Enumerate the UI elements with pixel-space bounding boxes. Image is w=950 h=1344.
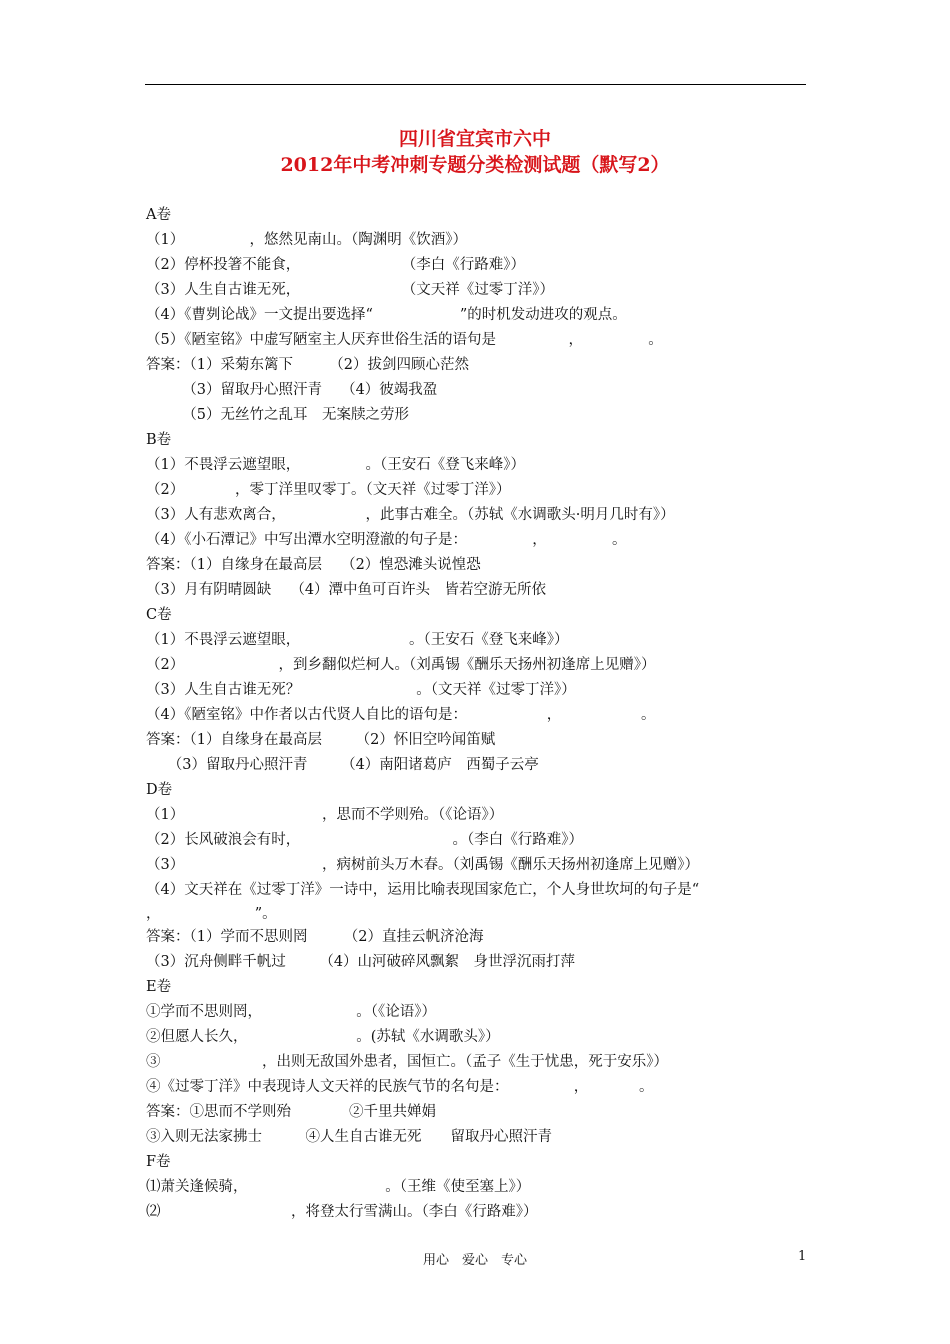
- section-heading-e: E卷: [146, 979, 172, 995]
- question-line: ②但愿人长久， 。(苏轼《水调歌头》）: [146, 1029, 500, 1045]
- answer-line: （3）留取丹心照汗青 （4）彼竭我盈: [146, 382, 438, 398]
- section-heading-c: C卷: [146, 607, 172, 623]
- question-line: ③ ，出则无敌国外患者，国恒亡。（孟子《生于忧患，死于安乐》）: [146, 1054, 668, 1070]
- footer-motto: 用心 爱心 专心: [422, 1253, 527, 1268]
- question-line-continued: ， ”。: [146, 906, 277, 922]
- answer-line: （3）留取丹心照汗青 （4）南阳诸葛庐 西蜀子云亭: [146, 757, 539, 773]
- section-heading-d: D卷: [146, 782, 173, 798]
- answer-line: 答案：（1）自缘身在最高层 （2）惶恐滩头说惶恐: [146, 557, 481, 573]
- answer-line: 答案：（1）学而不思则罔 （2）直挂云帆济沧海: [146, 929, 484, 945]
- question-line: （2） ，到乡翻似烂柯人。（刘禹锡《酬乐天扬州初逢席上见赠》）: [146, 657, 656, 673]
- question-line: （3）人有悲欢离合， ，此事古难全。（苏轼《水调歌头·明月几时有》）: [146, 507, 675, 523]
- answer-line: （3）月有阴晴圆缺 （4）潭中鱼可百许头 皆若空游无所依: [146, 582, 547, 598]
- question-line: （5）《陋室铭》中虚写陋室主人厌弃世俗生活的语句是 ， 。: [146, 332, 663, 348]
- page-title-exam: 2012年中考冲刺专题分类检测试题（默写2）: [280, 154, 670, 176]
- answer-line: （5）无丝竹之乱耳 无案牍之劳形: [146, 407, 409, 423]
- question-line: ④《过零丁洋》中表现诗人文天祥的民族气节的名句是： ， 。: [146, 1079, 654, 1095]
- question-line: （3） ，病树前头万木春。（刘禹锡《酬乐天扬州初逢席上见赠》）: [146, 857, 699, 873]
- question-line: （3）人生自古谁无死， （文天祥《过零丁洋》）: [146, 282, 554, 298]
- question-line: ①学而不思则罔， 。（《论语》）: [146, 1004, 436, 1020]
- question-line: （1） ，悠然见南山。（陶渊明《饮酒》）: [146, 232, 467, 248]
- question-line: （4）文天祥在《过零丁洋》一诗中，运用比喻表现国家危亡，个人身世坎坷的句子是“: [146, 882, 700, 898]
- question-line: （4）《小石潭记》中写出潭水空明澄澈的句子是： ， 。: [146, 532, 627, 548]
- section-heading-a: A卷: [146, 207, 171, 223]
- question-line: （1）不畏浮云遮望眼， 。（王安石《登飞来峰》）: [146, 457, 525, 473]
- question-line: （1）不畏浮云遮望眼， 。（王安石《登飞来峰》）: [146, 632, 569, 648]
- question-line: （4）《陋室铭》中作者以古代贤人自比的语句是： ， 。: [146, 707, 656, 723]
- question-line: （1） ，思而不学则殆。（《论语》）: [146, 807, 504, 823]
- question-line: ⑵ ，将登太行雪满山。（李白《行路难》）: [146, 1204, 538, 1220]
- question-line: （3）人生自古谁无死？ 。（文天祥《过零丁洋》）: [146, 682, 576, 698]
- answer-line: 答案：①思而不学则殆 ②千里共婵娟: [146, 1104, 436, 1120]
- document-body: [146, 203, 814, 1225]
- header-rule: [145, 84, 806, 85]
- question-line: ⑴萧关逢候骑， 。（王维《使至塞上》）: [146, 1179, 531, 1195]
- question-line: （2）停杯投箸不能食， （李白《行路难》）: [146, 257, 525, 273]
- question-line: （2）长风破浪会有时， 。（李白《行路难》）: [146, 832, 583, 848]
- section-heading-f: F卷: [146, 1154, 171, 1170]
- answer-line: （3）沉舟侧畔千帆过 （4）山河破碎风飘絮 身世浮沉雨打萍: [146, 954, 576, 970]
- question-line: （2） ，零丁洋里叹零丁。（文天祥《过零丁洋》）: [146, 482, 511, 498]
- answer-line: 答案：（1）采菊东篱下 （2）拔剑四顾心茫然: [146, 357, 469, 373]
- page-number: 1: [798, 1249, 807, 1264]
- question-line: （4）《曹刿论战》一文提出要选择“ ”的时机发动进攻的观点。: [146, 307, 627, 323]
- page-title-school: 四川省宜宾市六中: [398, 128, 551, 150]
- answer-line: ③入则无法家拂士 ④人生自古谁无死 留取丹心照汗青: [146, 1129, 552, 1145]
- section-heading-b: B卷: [146, 432, 172, 448]
- answer-line: 答案：（1）自缘身在最高层 （2）怀旧空吟闻笛赋: [146, 732, 496, 748]
